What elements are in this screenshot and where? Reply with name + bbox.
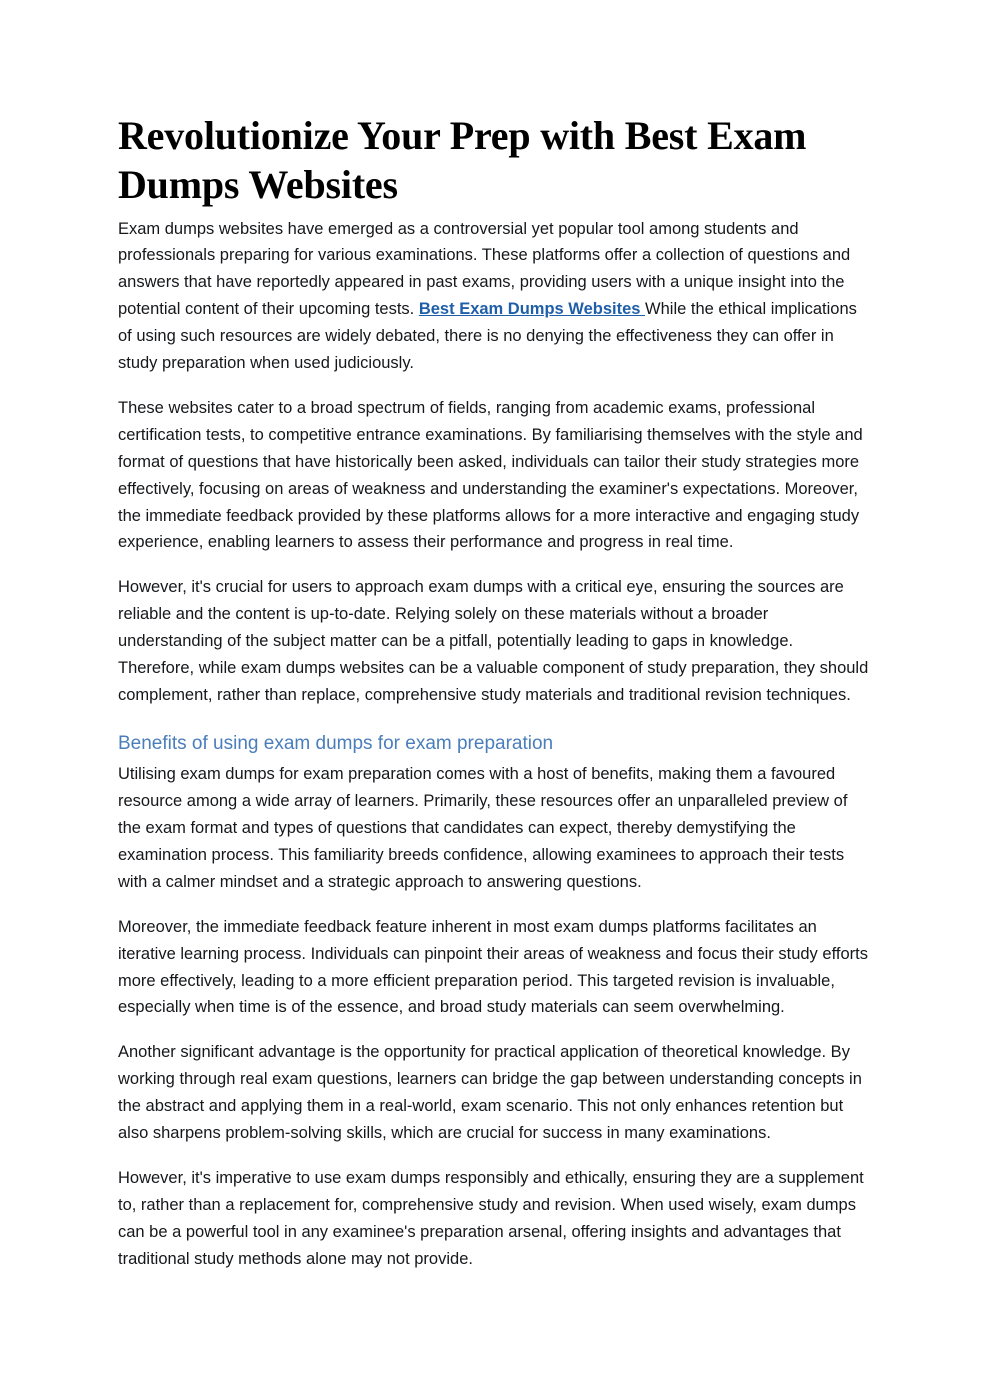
paragraph-intro-part2: While the ethical implications of using such resources are widely debated, there is no denying the effectiveness they can offer in study preparation when used judiciously. [118,300,857,373]
paragraph-caution: However, it's crucial for users to approach exam dumps with a critical eye, ensuring the sources are reliable and the content is up-to-date. Relying solely on these materials without a broader understanding of the subject matter can be a pitfall, potentially leading to gaps in knowledge. Therefore, while exam dumps websites can be a valuable component of study preparation, they should complement, rather than replace, comprehensive study materials and traditional revision techniques. [118,578,869,704]
best-exam-dumps-websites-link[interactable]: Best Exam Dumps Websites [418,300,646,319]
paragraph-intro [118,216,870,377]
page-bottom-spacer [118,1290,870,1291]
page-title: Revolutionize Your Prep with Best Exam Dumps Websites [118,113,807,207]
paragraph-intro-part1: Exam dumps websites have emerged as a controversial yet popular tool among students and professionals preparing for various examinations. These platforms offer a collection of questions and answers that have reportedly appeared in past exams, providing users with a unique insight into the potential content of their upcoming tests. [118,219,851,319]
paragraph-benefits-1: Utilising exam dumps for exam preparation comes with a host of benefits, making them a favoured resource among a wide array of learners. Primarily, these resources offer an unparalleled preview of the exam format and types of questions that candidates can expect, thereby demystifying the examination process. This familiarity breeds confidence, allowing examinees to approach their tests with a calmer mindset and a strategic approach to answering questions. [118,765,848,891]
paragraph-benefits-2: Moreover, the immediate feedback feature inherent in most exam dumps platforms facilitates an iterative learning process. Individuals can pinpoint their areas of weakness and focus their study efforts more effectively, leading to a more efficient preparation period. This targeted revision is invaluable, especially when time is of the essence, and broad study materials can seem overwhelming. [118,917,868,1017]
section-heading-benefits: Benefits of using exam dumps for exam preparation [118,732,554,754]
paragraph-benefits-3: Another significant advantage is the opportunity for practical application of theoretical knowledge. By working through real exam questions, learners can bridge the gap between understanding concepts in the abstract and applying them in a real-world, exam scenario. This not only enhances retention but also sharpens problem-solving skills, which are crucial for success in many examinations. [118,1043,862,1143]
paragraph-benefits-4: However, it's imperative to use exam dumps responsibly and ethically, ensuring they are a supplement to, rather than a replacement for, comprehensive study and revision. When used wisely, exam dumps can be a powerful tool in any examinee's preparation arsenal, offering insights and advantages that traditional study methods alone may not provide. [118,1168,864,1268]
paragraph-scope: These websites cater to a broad spectrum of fields, ranging from academic exams, professional certification tests, to competitive entrance examinations. By familiarising themselves with the style and format of questions that have historically been asked, individuals can tailor their study strategies more effectively, focusing on areas of weakness and understanding the examiner's expectations. Moreover, the immediate feedback provided by these platforms allows for a more interactive and engaging study experience, enabling learners to assess their performance and progress in real time. [118,398,863,552]
